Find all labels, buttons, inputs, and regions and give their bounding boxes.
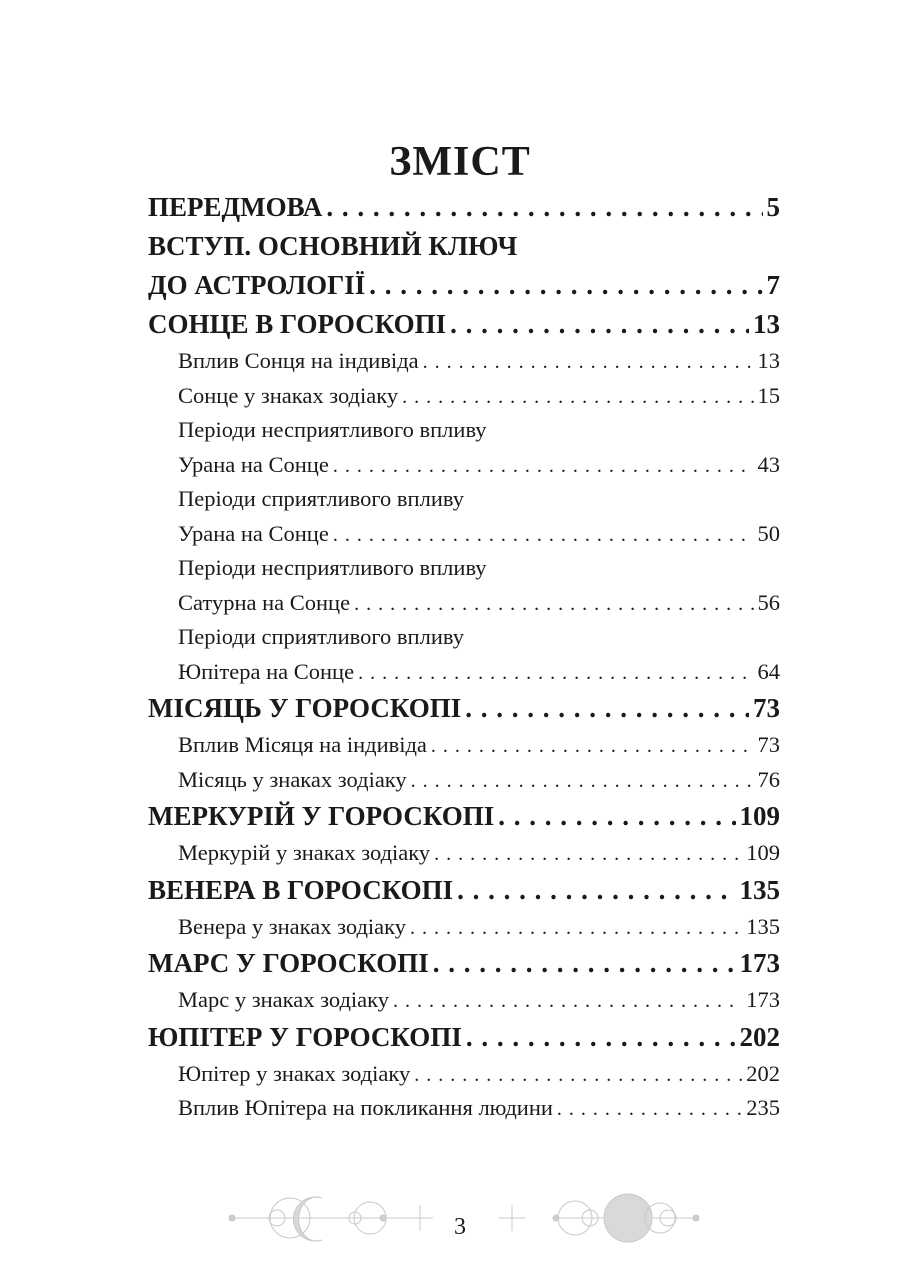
dot-leader <box>557 1092 742 1126</box>
toc-entry-title: Періоди сприятливого впливу <box>178 624 464 649</box>
dot-leader <box>431 729 754 763</box>
toc-entry-title: МЕРКУРІЙ У ГОРОСКОПІ <box>148 801 495 831</box>
toc-entry-page: 50 <box>757 520 780 546</box>
toc-entry[interactable] <box>148 379 780 414</box>
dot-leader <box>434 837 742 871</box>
toc-entry[interactable] <box>148 448 780 483</box>
dot-leader <box>326 188 762 227</box>
toc-entry[interactable] <box>148 1057 780 1092</box>
dot-leader <box>433 944 736 983</box>
toc-entry-title: МАРС У ГОРОСКОПІ <box>148 948 429 978</box>
toc-entry-title: Вплив Сонця на індивіда <box>178 348 419 373</box>
toc-entry[interactable] <box>148 763 780 798</box>
toc-entry-title: Вплив Юпітера на покликання людини <box>178 1095 553 1120</box>
toc-entry-page: 5 <box>766 192 780 222</box>
dot-leader <box>333 449 754 483</box>
dot-leader <box>393 984 742 1018</box>
dot-leader <box>369 266 762 305</box>
toc-entry[interactable] <box>148 983 780 1018</box>
toc-entry-title: Меркурій у знаках зодіаку <box>178 840 431 865</box>
toc-entry-page: 109 <box>739 801 780 831</box>
toc-entry-page: 56 <box>757 589 780 615</box>
toc-entry[interactable] <box>148 266 780 305</box>
dot-leader <box>333 518 754 552</box>
toc-entry-title: Вплив Місяця на індивіда <box>178 732 427 757</box>
toc-entry-title: Місяць у знаках зодіаку <box>178 766 407 792</box>
toc-entry[interactable] <box>148 797 780 836</box>
toc-entry-title: ПЕРЕДМОВА <box>148 192 323 222</box>
toc-entry-page: 135 <box>746 913 780 939</box>
toc-entry-title: ЮПІТЕР У ГОРОСКОПІ <box>148 1021 462 1052</box>
toc-entry[interactable] <box>148 871 780 910</box>
toc-entry-title: Періоди сприятливого впливу <box>178 486 464 511</box>
toc-entry[interactable] <box>148 1018 780 1057</box>
table-of-contents <box>148 188 780 1126</box>
toc-entry-title: Юпітер у знаках зодіаку <box>178 1060 411 1086</box>
toc-entry-title: ВСТУП. ОСНОВНИЙ КЛЮЧ <box>148 231 518 261</box>
toc-entry-page: 73 <box>757 732 780 757</box>
dot-leader <box>466 1018 736 1057</box>
toc-entry-continuation[interactable] <box>148 482 780 517</box>
dot-leader <box>402 380 753 414</box>
toc-entry[interactable] <box>148 586 780 621</box>
toc-entry-title: СОНЦЕ В ГОРОСКОПІ <box>148 309 447 339</box>
dot-leader <box>354 587 753 621</box>
toc-entry-title: Урана на Сонце <box>178 520 329 546</box>
toc-entry-title: Сатурна на Сонце <box>178 589 351 615</box>
toc-entry-title: Марс у знаках зодіаку <box>178 987 390 1012</box>
toc-entry[interactable] <box>148 728 780 763</box>
toc-entry-title: ВЕНЕРА В ГОРОСКОПІ <box>148 874 454 905</box>
toc-entry-title: МІСЯЦЬ У ГОРОСКОПІ <box>148 693 462 723</box>
toc-entry-title: Періоди несприятливого впливу <box>178 417 487 442</box>
toc-entry-continuation[interactable] <box>148 413 780 448</box>
toc-entry[interactable] <box>148 344 780 379</box>
toc-entry[interactable] <box>148 944 780 983</box>
toc-entry-page: 73 <box>753 693 780 723</box>
toc-entry[interactable] <box>148 305 780 344</box>
dot-leader <box>457 871 735 910</box>
dot-leader <box>411 764 754 798</box>
toc-entry-page: 15 <box>757 382 780 408</box>
toc-entry-title: Венера у знаках зодіаку <box>178 913 407 939</box>
toc-entry-title: ДО АСТРОЛОГІЇ <box>148 270 366 300</box>
page-number: 3 <box>454 1214 466 1240</box>
toc-entry-page: 202 <box>739 1021 780 1052</box>
toc-entry[interactable] <box>148 836 780 871</box>
toc-entry-page: 109 <box>746 840 780 865</box>
toc-entry-title: Урана на Сонце <box>178 451 329 477</box>
dot-leader <box>423 345 754 379</box>
toc-entry-continuation[interactable] <box>148 227 780 266</box>
toc-entry-page: 235 <box>746 1095 780 1120</box>
toc-entry[interactable] <box>148 517 780 552</box>
dot-leader <box>414 1058 742 1092</box>
toc-entry[interactable] <box>148 689 780 728</box>
dot-leader <box>410 911 742 945</box>
dot-leader <box>498 797 735 836</box>
toc-entry-page: 76 <box>757 766 780 792</box>
toc-entry[interactable] <box>148 655 780 690</box>
toc-entry-page: 202 <box>746 1060 780 1086</box>
page-title: ЗМІСТ <box>389 139 531 185</box>
dot-leader <box>465 689 749 728</box>
toc-entry-title: Періоди несприятливого впливу <box>178 555 487 580</box>
toc-entry-page: 64 <box>757 658 780 684</box>
toc-entry[interactable] <box>148 188 780 227</box>
toc-entry-continuation[interactable] <box>148 620 780 655</box>
toc-entry-page: 173 <box>746 987 780 1012</box>
toc-entry-title: Сонце у знаках зодіаку <box>178 382 399 408</box>
toc-entry[interactable] <box>148 1091 780 1126</box>
toc-entry-page: 173 <box>739 948 780 978</box>
dot-leader <box>450 305 749 344</box>
toc-entry-page: 7 <box>766 270 780 300</box>
dot-leader <box>358 656 753 690</box>
toc-entry[interactable] <box>148 910 780 945</box>
toc-entry-page: 13 <box>753 309 780 339</box>
toc-entry-page: 43 <box>757 451 780 477</box>
toc-entry-page: 13 <box>757 348 780 373</box>
toc-entry-title: Юпітера на Сонце <box>178 658 355 684</box>
toc-entry-page: 135 <box>739 874 780 905</box>
toc-entry-continuation[interactable] <box>148 551 780 586</box>
